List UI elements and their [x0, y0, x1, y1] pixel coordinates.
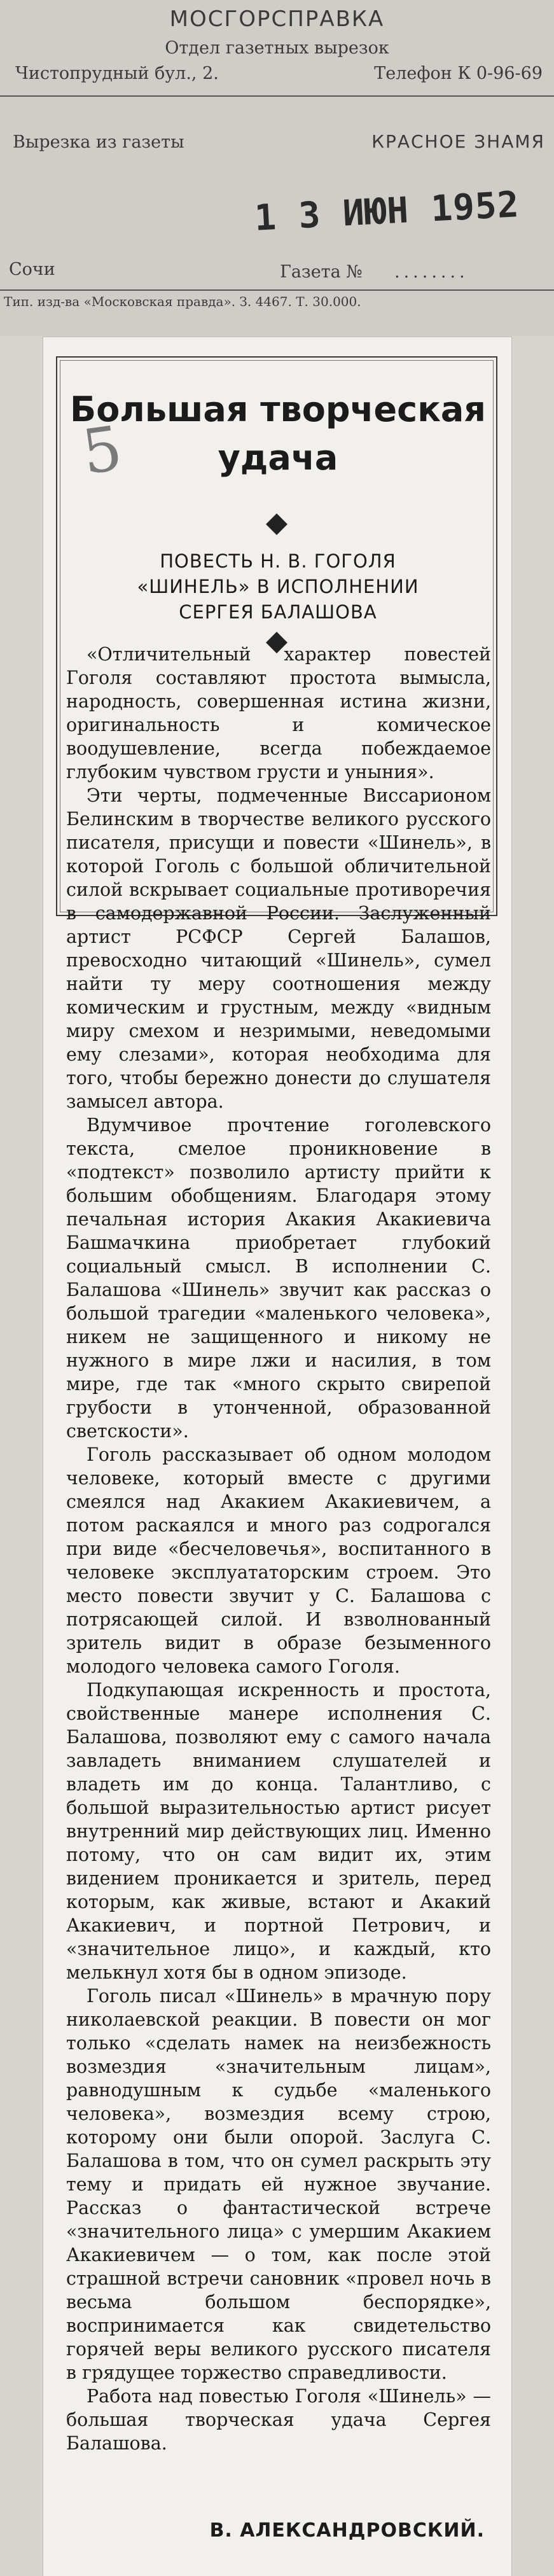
date-stamp: 1 3 ИЮН 1952 — [253, 184, 520, 239]
article-paragraph: Работа над повестью Гоголя «Шинель» — большая творческая удача Сергея Балашова. — [66, 2386, 491, 2454]
article-paragraph: Вдумчивое прочтение гоголевского текста, смелое проникновение в «подтекст» позволило артисту прийти к большим обобщениям. Благодаря этому печальная история Акакия Акакиевича Башмачкина приобретает глубокий социальный смысл. В исполнении С. Балашова «Шинель» звучит как рассказ о большой трагедии «маленького человека», никем не защищенного и никому не нужного в мире лжи и насилия, в том мире, где так «много скрыто свирепой грубости в утонченной, образованной светскости». — [66, 1115, 491, 1442]
author-signature: В. АЛЕКСАНДРОВСКИЙ. — [209, 2519, 485, 2542]
city-field: Сочи — [9, 260, 55, 279]
subtitle-line: «ШИНЕЛЬ» В ИСПОЛНЕНИИ — [137, 576, 419, 597]
article-subtitle — [57, 548, 499, 625]
article-paragraph: Гоголь писал «Шинель» в мрачную пору николаевской реакции. В повести он мог только «сделать намек на неизбежность возмездия «значительным лицам», равнодушным к судьбе «маленького человека», возмездия всему строю, которому они были опорой. Заслуга С. Балашова в том, что он сумел раскрыть эту тему и придать ей нужное звучание. Рассказ о фантастической встрече «значительного лица» с умершим Акакием Акакиевичем — о том, как после этой страшной встречи сановник «провел ночь в весьма большом беспорядке», воспринимается как свидетельство горячей веры великого русского писателя в грядущее торжество справедливости. — [66, 1986, 491, 2383]
article-body — [66, 643, 491, 2455]
article-paragraph: Подкупающая искренность и простота, свойственные манере исполнения С. Балашова, позволяют ему с самого начала завладеть вниманием слушателей и владеть им до конца. Талантливо, с большой выразительностью артист рисует внутренний мир действующих лиц. Именно потому, что он сам видит их, этим видением проникается и зритель, перед которым, как живые, встают и Акакий Акакиевич, и портной Петрович, и «значительное лицо», и каждый, кто мелькнул хотя бы в одном эпизоде. — [66, 1680, 491, 1983]
header-divider — [0, 95, 554, 97]
clipping-service-header — [0, 0, 554, 336]
agency-name: МОСГОРСПРАВКА — [169, 6, 385, 32]
article-paragraph: Эти черты, подмеченные Виссарионом Белинским в творчестве великого русского писателя, присущи и повести «Шинель», в которой Гоголь с большой обличительной силой вскрывает социальные противоречия в самодержавной России. Заслуженный артист РСФСР Сергей Балашов, превосходно читающий «Шинель», сумел найти ту меру соотношения между комическим и грустным, между «видным миру смехом и незримыми, неведомыми ему слезами», которая необходима для того, чтобы бережно донести до слушателя замысел автора. — [66, 785, 491, 1112]
gazeta-number-label: Газета № — [280, 262, 363, 282]
article-paragraph: Гоголь рассказывает об одном молодом человеке, который вместе с другими смеялся над Акакием Акакиевичем, а потом раскаялся и много раз содрогался при виде «бесчеловечья», воспитанного в человеке эксплуататорским строем. Это место повести звучит у С. Балашова с потрясающей силой. И взволнованный зритель видит в образе безыменного молодого человека самого Гоголя. — [66, 1444, 491, 1677]
diamond-ornament-icon — [266, 513, 287, 535]
gazeta-number-blank: ........ — [394, 262, 469, 282]
pencil-mark: 5 — [78, 412, 127, 489]
department-name: Отдел газетных вырезок — [165, 38, 389, 58]
subtitle-line: СЕРГЕЯ БАЛАШОВА — [179, 601, 377, 623]
newspaper-name: КРАСНОЕ ЗНАМЯ — [371, 131, 545, 152]
article-title — [57, 386, 499, 482]
agency-phone: Телефон К 0-96-69 — [374, 64, 543, 83]
newspaper-clipping — [43, 337, 511, 2576]
article-paragraph: «Отличительный характер повестей Гоголя составляют простота вымысла, народность, совершенная истина жизни, оригинальность и комическое воодушевление, всегда побеждаемое глубоким чувством грусти и уныния». — [66, 644, 491, 783]
subtitle-line: ПОВЕСТЬ Н. В. ГОГОЛЯ — [160, 550, 396, 572]
title-line: удача — [218, 438, 338, 478]
title-line: Большая творческая — [70, 389, 486, 429]
clip-source-label: Вырезка из газеты — [13, 132, 184, 152]
print-line-divider — [0, 289, 554, 291]
agency-address: Чистопрудный бул., 2. — [15, 64, 219, 83]
printer-imprint: Тип. изд-ва «Московская правда». З. 4467. Т. 30.000. — [4, 294, 361, 309]
